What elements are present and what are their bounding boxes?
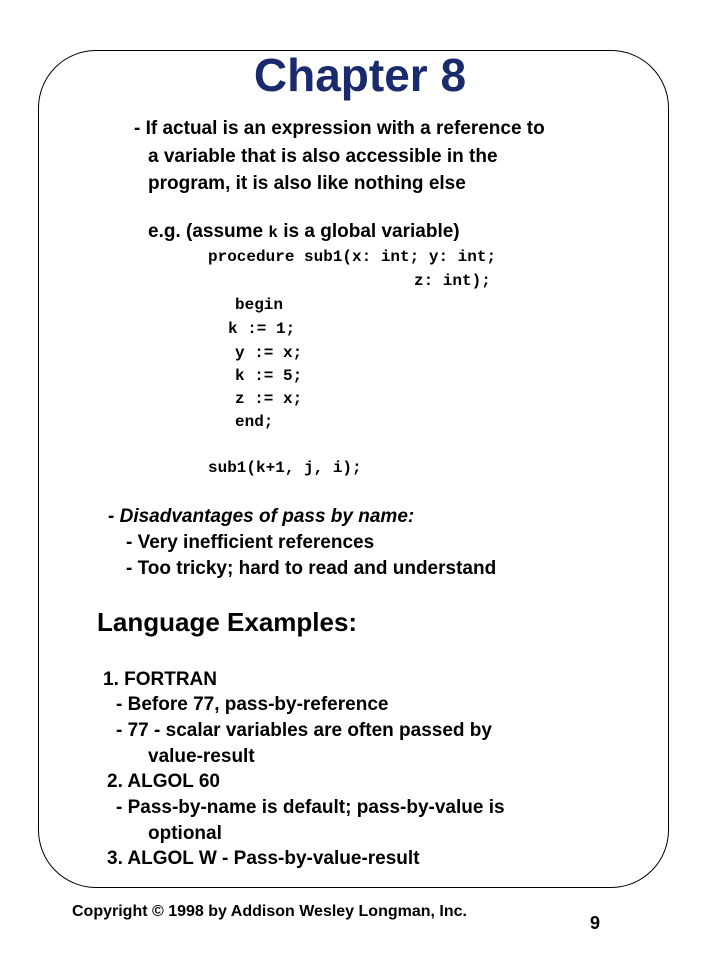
intro-line-3: program, it is also like nothing else	[148, 173, 466, 194]
code-line: y := x;	[235, 344, 303, 362]
example-item: optional	[148, 823, 222, 844]
copyright-text: Copyright © 1998 by Addison Wesley Longman, Inc.	[72, 903, 467, 920]
example-item: value-result	[148, 746, 255, 767]
intro-line-2: a variable that is also accessible in the	[148, 146, 498, 167]
example-item: - Pass-by-name is default; pass-by-value is	[116, 797, 505, 818]
code-line: end;	[235, 413, 274, 431]
example-item: 3. ALGOL W - Pass-by-value-result	[107, 848, 420, 869]
code-line: procedure sub1(x: int; y: int;	[208, 248, 497, 266]
code-line: begin	[235, 296, 284, 314]
example-item: 2. ALGOL 60	[107, 771, 220, 792]
code-line: z := x;	[235, 390, 303, 408]
code-line: sub1(k+1, j, i);	[208, 459, 362, 477]
disadvantage-item: - Very inefficient references	[126, 532, 375, 553]
slide-title: Chapter 8	[253, 49, 467, 101]
disadvantages-heading: - Disadvantages of pass by name:	[108, 506, 415, 527]
code-line: z: int);	[414, 272, 491, 290]
example-suffix: is a global variable)	[278, 221, 460, 242]
code-line: k := 5;	[235, 367, 303, 385]
language-examples-heading: Language Examples:	[97, 607, 358, 637]
intro-line-1: - If actual is an expression with a reference to	[134, 118, 545, 139]
example-variable: k	[268, 224, 278, 242]
example-item: - 77 - scalar variables are often passed by	[116, 720, 492, 741]
page-number: 9	[590, 913, 601, 933]
code-line: k := 1;	[228, 320, 296, 338]
example-prefix: e.g. (assume	[148, 221, 269, 242]
example-line	[148, 221, 460, 244]
example-item: 1. FORTRAN	[103, 669, 217, 690]
disadvantage-item: - Too tricky; hard to read and understand	[126, 558, 497, 579]
example-item: - Before 77, pass-by-reference	[116, 694, 389, 715]
